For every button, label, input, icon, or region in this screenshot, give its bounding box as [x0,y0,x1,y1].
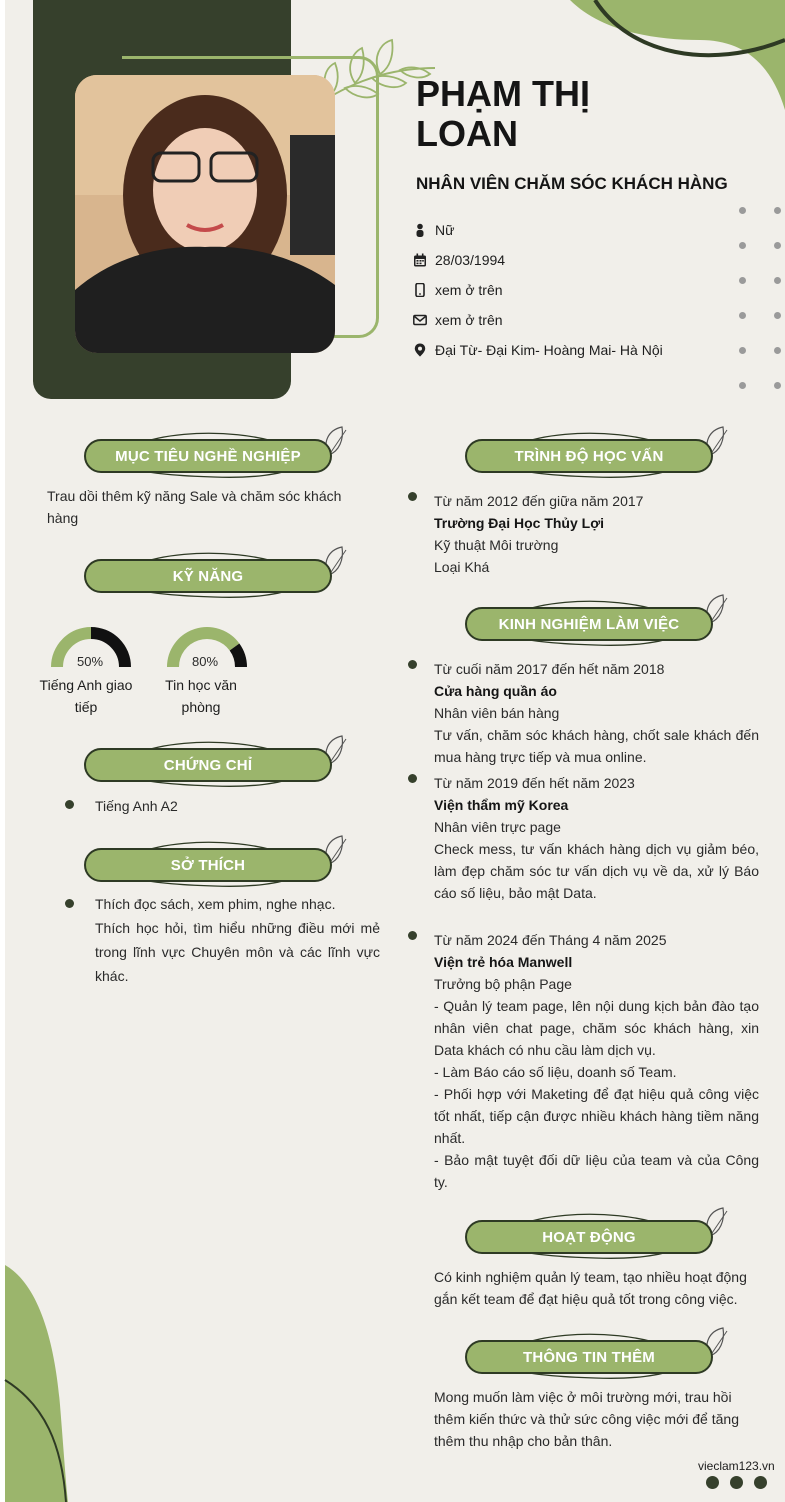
education-school: Trường Đại Học Thủy Lợi [434,515,605,531]
skill-label-line: tiếp [74,699,98,715]
bottom-left-leaf-decoration [0,1265,70,1502]
experience-period: Từ năm 2024 đến Tháng 4 năm 2025 [434,932,667,948]
location-pin-icon [412,342,428,358]
experience-period: Từ cuối năm 2017 đến hết năm 2018 [434,661,665,677]
section-title: SỞ THÍCH [84,848,332,882]
skill-label-line: Tiếng Anh giao [39,677,133,693]
hobbies-text [95,893,380,988]
bullet-dot [65,800,74,809]
info-email-text: xem ở trên [435,312,503,328]
skill-label-line: Tin học văn [165,677,237,693]
mail-icon [412,312,428,328]
section-title: THÔNG TIN THÊM [465,1340,713,1374]
experience-period: Từ năm 2019 đến hết năm 2023 [434,775,635,791]
info-gender-text: Nữ [435,222,455,238]
info-birthday-text: 28/03/1994 [435,252,506,268]
bullet-dot [408,492,417,501]
candidate-name [416,74,716,154]
skill-label-line: phòng [181,699,221,715]
bullet-dot [408,660,417,669]
section-header-certificates [84,734,349,784]
bullet-dot [408,774,417,783]
section-title: CHỨNG CHỈ [84,748,332,782]
section-title: TRÌNH ĐỘ HỌC VẤN [465,439,713,473]
job-title: NHÂN VIÊN CHĂM SÓC KHÁCH HÀNG [416,174,728,193]
experience-company: Cửa hàng quần áo [434,683,557,699]
section-header-career-goal [84,425,349,475]
experience-company: Viện trẻ hóa Manwell [434,954,573,970]
skill-percent-english: 50% [77,654,104,669]
experience-desc: - Làm Báo cáo số liệu, doanh số Team. [434,1064,677,1080]
education-grade: Loại Khá [434,559,490,575]
brand-watermark: vieclam123.vn [698,1459,775,1473]
experience-role: Nhân viên trực page [434,819,561,835]
activities-text: Có kinh nghiệm quản lý team, tạo nhiều hoạt động gắn kết team để đạt hiệu quả tốt trong công việc. [434,1269,747,1307]
hobbies-line-2: Thích học hỏi, tìm hiểu những điều mới mẻ trong lĩnh vực Chuyên môn và các lĩnh vực khác. [95,920,380,984]
experience-role: Nhân viên bán hàng [434,705,560,721]
skill-label-english [30,674,142,718]
education-period: Từ năm 2012 đến giữa năm 2017 [434,493,644,509]
name-line-2: LOAN [416,113,518,154]
experience-role: Trưởng bộ phận Page [434,976,572,992]
name-line-1: PHẠM THỊ [416,73,590,114]
section-header-hobbies [84,834,349,884]
phone-icon [412,282,428,298]
info-phone-text: xem ở trên [435,282,503,298]
personal-info-list [412,215,742,365]
education-entry [434,490,759,578]
experience-desc: - Phối hợp với Maketing để đạt hiệu quả công việc tốt nhất, tiếp cận được nhiều khách hàng tiềm năng nhất. [434,1086,759,1146]
info-address [412,335,742,365]
experience-desc: Tư vấn, chăm sóc khách hàng, chốt sale khách đến mua hàng trực tiếp và mua online. [434,727,759,765]
section-title: KINH NGHIỆM LÀM VIỆC [465,607,713,641]
section-title: HOẠT ĐỘNG [465,1220,713,1254]
experience-desc: Check mess, tư vấn khách hàng dịch vụ giảm béo, làm đẹp chăm sóc tư vấn dịch vụ về da, xử lý Báo cáo số liệu, bảo mật Data. [434,841,759,901]
skill-label-computer [150,674,252,718]
experience-company: Viện thẩm mỹ Korea [434,797,569,813]
certificate-item: Tiếng Anh A2 [95,798,178,814]
section-header-skills [84,545,349,595]
info-address-text: Đại Từ- Đại Kim- Hoàng Mai- Hà Nội [435,342,663,358]
section-header-additional-info [465,1326,730,1376]
calendar-icon [412,252,428,268]
bullet-dot [408,931,417,940]
skill-percent-computer: 80% [192,654,219,669]
info-birthday [412,245,742,275]
section-header-experience [465,593,730,643]
hobbies-line-1: Thích đọc sách, xem phim, nghe nhạc. [95,896,336,912]
education-major: Kỹ thuật Môi trường [434,537,559,553]
experience-entry [434,772,759,904]
footer-dots-decoration [706,1476,776,1492]
career-goal-text: Trau dồi thêm kỹ năng Sale và chăm sóc khách hàng [47,488,342,526]
info-phone [412,275,742,305]
person-icon [412,222,428,238]
experience-desc: - Bảo mật tuyệt đối dữ liệu của team và của Công ty. [434,1152,759,1190]
section-header-activities [465,1206,730,1256]
info-gender [412,215,742,245]
info-email [412,305,742,335]
section-header-education [465,425,730,475]
additional-info-text: Mong muốn làm việc ở môi trường mới, trau hồi thêm kiến thức và thử sức công việc mới để tăng thêm thu nhập cho bản thân. [434,1389,739,1449]
dot-grid-decoration [736,204,785,394]
profile-photo [75,75,335,353]
experience-entry [434,929,759,1193]
section-title: KỸ NĂNG [84,559,332,593]
experience-desc: - Quản lý team page, lên nội dung kịch bản đào tạo nhân viên chat page, chăm sóc khách hàng, xin Data khách có nhu cầu làm dịch vụ. [434,998,759,1058]
section-title: MỤC TIÊU NGHỀ NGHIỆP [84,439,332,473]
bullet-dot [65,899,74,908]
experience-entry [434,658,759,768]
